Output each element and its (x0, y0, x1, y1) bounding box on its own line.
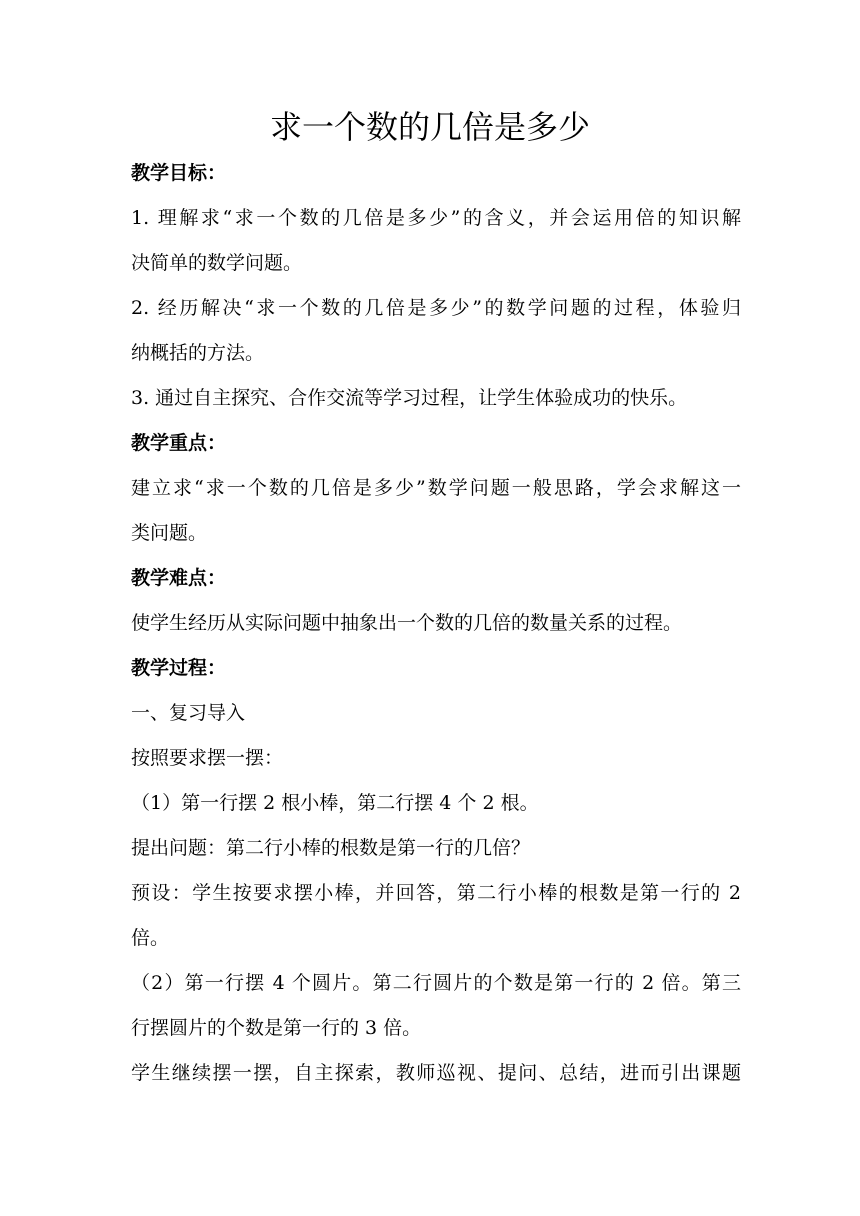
paragraph-line: 决简单的数学问题。 (131, 252, 303, 274)
paragraph-line: 学生继续摆一摆，自主探索，教师巡视、提问、总结，进而引出课题 (131, 1062, 741, 1084)
paragraph-line: （2）第一行摆 4 个圆片。第二行圆片的个数是第一行的 2 倍。第三 (131, 972, 741, 994)
paragraph-line: 按照要求摆一摆： (131, 747, 284, 769)
section-heading-key-points: 教学重点： (131, 432, 227, 454)
paragraph-line: 纳概括的方法。 (131, 342, 265, 364)
paragraph-line: 2. 经历解决“求一个数的几倍是多少”的数学问题的过程，体验归 (131, 297, 741, 319)
paragraph-line: （1）第一行摆 2 根小棒，第二行摆 4 个 2 根。 (131, 792, 539, 814)
paragraph-line: 提出问题：第二行小棒的根数是第一行的几倍？ (131, 837, 531, 859)
paragraph-line: 3. 通过自主探究、合作交流等学习过程，让学生体验成功的快乐。 (131, 387, 688, 409)
paragraph-line: 类问题。 (131, 522, 208, 544)
paragraph-line: 1. 理解求“求一个数的几倍是多少”的含义，并会运用倍的知识解 (131, 207, 741, 229)
paragraph-line: 使学生经历从实际问题中抽象出一个数的几倍的数量关系的过程。 (131, 612, 683, 634)
section-heading-difficulties: 教学难点： (131, 567, 227, 589)
subsection-heading: 一、复习导入 (131, 702, 246, 724)
document-title: 求一个数的几倍是多少 (269, 108, 590, 146)
section-heading-process: 教学过程： (131, 657, 227, 679)
paragraph-line: 建立求“求一个数的几倍是多少”数学问题一般思路，学会求解这一 (131, 477, 741, 499)
paragraph-line: 预设：学生按要求摆小棒，并回答，第二行小棒的根数是第一行的 2 (131, 882, 741, 904)
paragraph-line: 行摆圆片的个数是第一行的 3 倍。 (131, 1017, 422, 1039)
section-heading-objectives: 教学目标： (131, 162, 227, 184)
paragraph-line: 倍。 (131, 927, 170, 949)
